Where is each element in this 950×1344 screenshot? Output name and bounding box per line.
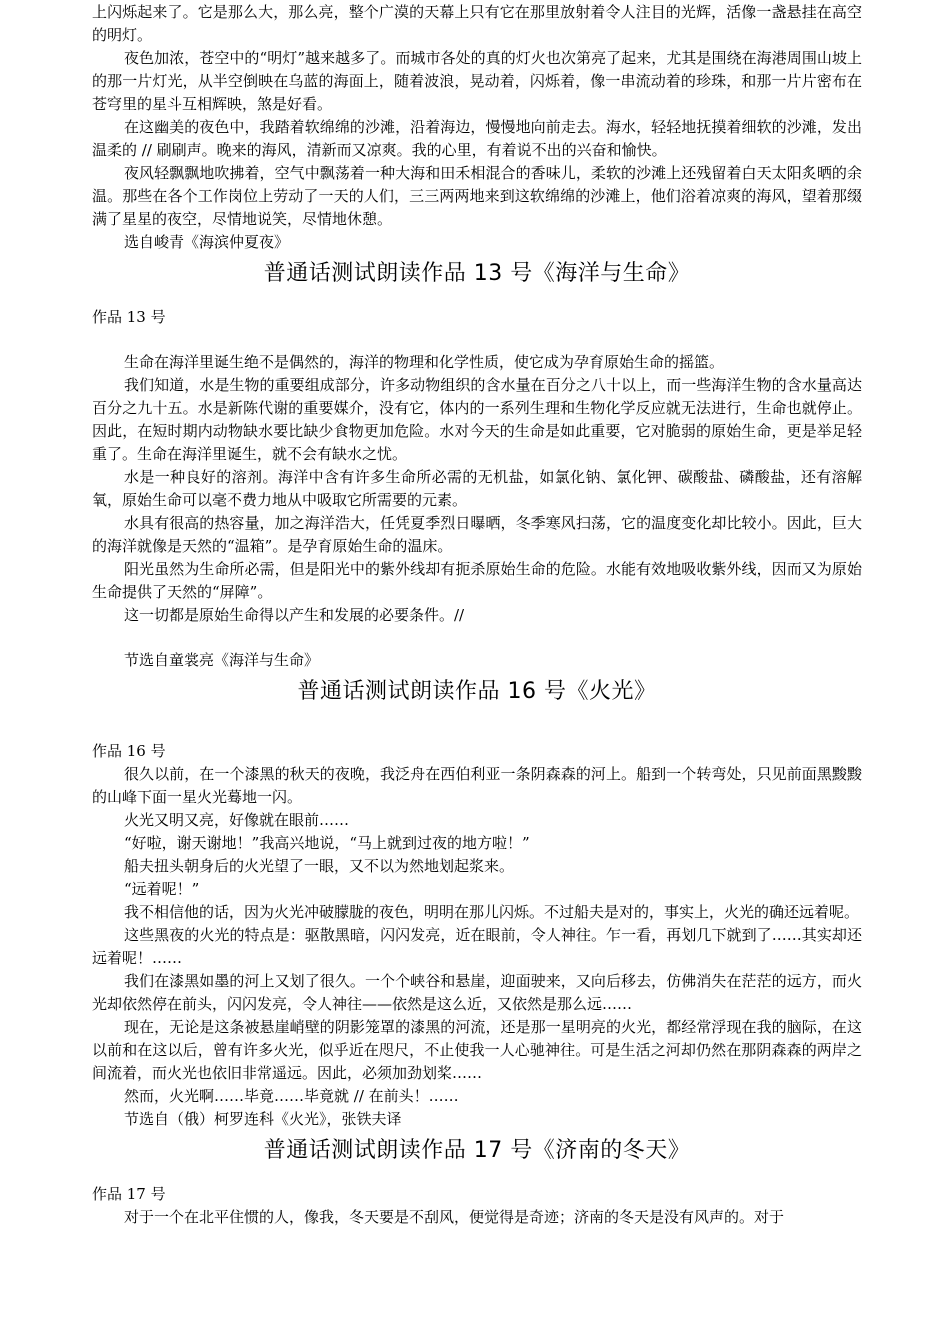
paragraph: “好啦，谢天谢地！”我高兴地说，“马上就到过夜的地方啦！”	[124, 834, 530, 852]
work-label: 作品 13 号	[92, 308, 166, 326]
source-citation: 节选自童裳亮《海洋与生命》	[124, 651, 320, 669]
paragraph: 这一切都是原始生命得以产生和发展的必要条件。//	[124, 606, 465, 624]
paragraph: 我们知道，水是生物的重要组成部分，许多动物组织的含水量在百分之八十以上，而一些海洋生物的含水量高达百分之九十五。水是新陈代谢的重要媒介，没有它，体内的一系列生理和生物化学反应就无法进行，生命也就停止。因此，在短时期内动物缺水要比缺少食物更加危险。水对今天的生命是如此重要，它对脆弱的原始生命，更是举足轻重了。生命在海洋里诞生，就不会有缺水之忧。	[92, 376, 862, 463]
paragraph: 很久以前，在一个漆黑的秋天的夜晚，我泛舟在西伯利亚一条阴森森的河上。船到一个转弯处，只见前面黑黢黢的山峰下面一星火光蓦地一闪。	[92, 765, 862, 806]
paragraph: 阳光虽然为生命所必需，但是阳光中的紫外线却有扼杀原始生命的危险。水能有效地吸收紫外线，因而又为原始生命提供了天然的“屏障”。	[92, 560, 862, 601]
paragraph: 现在，无论是这条被悬崖峭壁的阴影笼罩的漆黑的河流，还是那一星明亮的火光，都经常浮现在我的脑际，在这以前和在这以后，曾有许多火光，似乎近在咫尺，不止使我一人心驰神往。可是生活之河却仍然在那阴森森的两岸之间流着，而火光也依旧非常遥远。因此，必须加劲划桨……	[92, 1018, 862, 1082]
section-heading: 普通话测试朗读作品 16 号《火光》	[297, 679, 657, 704]
paragraph: 我不相信他的话，因为火光冲破朦胧的夜色，明明在那儿闪烁。不过船夫是对的，事实上，火光的确还远着呢。	[124, 903, 860, 921]
paragraph: 水具有很高的热容量，加之海洋浩大，任凭夏季烈日曝晒，冬季寒风扫荡，它的温度变化却比较小。因此，巨大的海洋就像是天然的“温箱”。是孕育原始生命的温床。	[92, 514, 862, 555]
paragraph: 然而，火光啊……毕竟……毕竟就 // 在前头！……	[124, 1087, 459, 1105]
paragraph: 我们在漆黑如墨的河上又划了很久。一个个峡谷和悬崖，迎面驶来，又向后移去，仿佛消失在茫茫的远方，而火光却依然停在前头，闪闪发亮，令人神往——依然是这么近，又依然是那么远……	[92, 972, 862, 1013]
paragraph: 对于一个在北平住惯的人，像我，冬天要是不刮风，便觉得是奇迹；济南的冬天是没有风声的。对于	[124, 1208, 785, 1226]
paragraph: 这些黑夜的火光的特点是：驱散黑暗，闪闪发亮，近在眼前，令人神往。乍一看，再划几下就到了……其实却还远着呢！……	[92, 926, 862, 967]
section-heading: 普通话测试朗读作品 13 号《海洋与生命》	[263, 261, 691, 286]
paragraph: 水是一种良好的溶剂。海洋中含有许多生命所必需的无机盐，如氯化钠、氯化钾、碳酸盐、磷酸盐，还有溶解氧，原始生命可以毫不费力地从中吸取它所需要的元素。	[92, 468, 862, 509]
paragraph: 生命在海洋里诞生绝不是偶然的，海洋的物理和化学性质，使它成为孕育原始生命的摇篮。	[124, 353, 725, 371]
work-label: 作品 16 号	[92, 742, 166, 760]
paragraph: 船夫扭头朝身后的火光望了一眼，又不以为然地划起浆来。	[124, 857, 515, 875]
document-page	[92, 0, 862, 1229]
paragraph: “远着呢！”	[124, 880, 200, 898]
paragraph: 夜风轻飘飘地吹拂着，空气中飘荡着一种大海和田禾相混合的香味儿，柔软的沙滩上还残留着白天太阳炙晒的余温。那些在各个工作岗位上劳动了一天的人们，三三两两地来到这软绵绵的沙滩上，他们浴着凉爽的海风，望着那缀满了星星的夜空，尽情地说笑，尽情地休憩。	[92, 164, 862, 228]
section-heading: 普通话测试朗读作品 17 号《济南的冬天》	[263, 1138, 691, 1163]
source-citation: 选自峻青《海滨仲夏夜》	[124, 233, 290, 251]
work-label: 作品 17 号	[92, 1185, 166, 1203]
paragraph: 上闪烁起来了。它是那么大，那么亮，整个广漠的天幕上只有它在那里放射着令人注目的光辉，活像一盏悬挂在高空的明灯。	[92, 3, 862, 44]
paragraph: 在这幽美的夜色中，我踏着软绵绵的沙滩，沿着海边，慢慢地向前走去。海水，轻轻地抚摸着细软的沙滩，发出温柔的 // 刷刷声。晚来的海风，清新而又凉爽。我的心里，有着说不出的兴奋和愉快。	[92, 118, 862, 159]
paragraph: 夜色加浓，苍空中的“明灯”越来越多了。而城市各处的真的灯火也次第亮了起来，尤其是围绕在海港周围山坡上的那一片灯光，从半空倒映在乌蓝的海面上，随着波浪，晃动着，闪烁着，像一串流动着的珍珠，和那一片片密布在苍穹里的星斗互相辉映，煞是好看。	[92, 49, 862, 113]
source-citation: 节选自（俄）柯罗连科《火光》，张铁夫译	[124, 1110, 402, 1128]
paragraph: 火光又明又亮，好像就在眼前……	[124, 811, 350, 829]
